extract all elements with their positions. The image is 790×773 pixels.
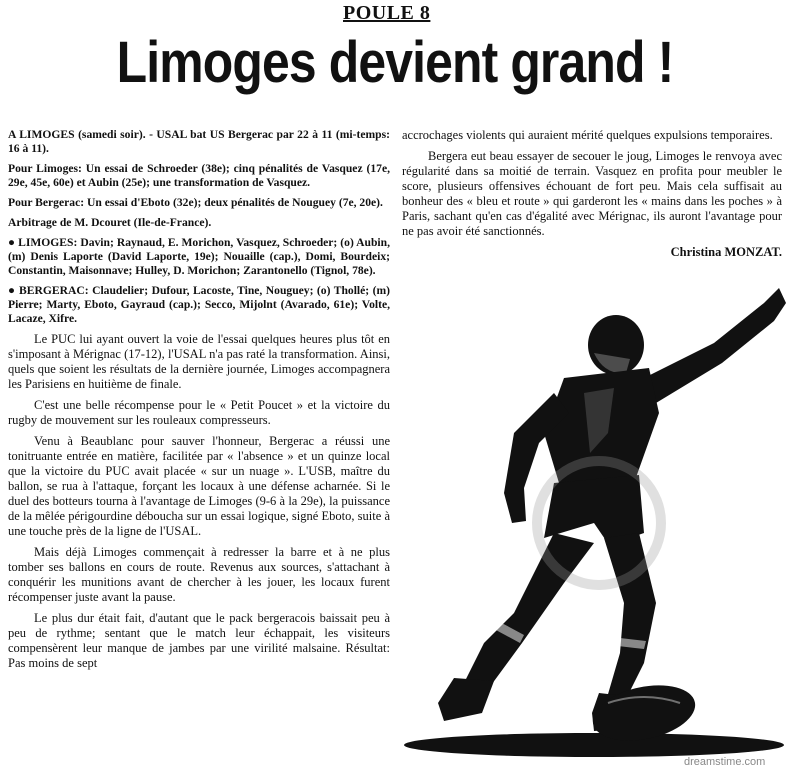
- paragraph: Le plus dur était fait, d'autant que le pack bergeracois baissait peu à peu de rythme; sentant que le match leur échappait, les visiteurs compensèrent leur manque de jambes par une virilité malsaine. Résultat: Pas moins de sept: [8, 611, 390, 670]
- author-signature: Christina MONZAT.: [670, 245, 782, 259]
- paragraph: C'est une belle récompense pour le « Petit Poucet » et la victoire du rugby de mouvement sur les rouleaux compresseurs.: [8, 398, 390, 427]
- section-heading: POULE 8: [343, 2, 431, 24]
- article-left-column: [8, 128, 390, 677]
- paragraph: Mais déjà Limoges commençait à redresser la barre et à ne plus tomber ses ballons en cours de route. Revenus aux sources, s'attachant à conquérir les munitions avant de chercher à les jouer, les locaux furent récompenser juste avant la pause.: [8, 545, 390, 604]
- paragraph: accrochages violents qui auraient mérité quelques expulsions temporaires.: [402, 128, 773, 142]
- lineup-bergerac: ● BERGERAC: Claudelier; Dufour, Lacoste, Tine, Nouguey; (o) Thollé; (m) Pierre; Marty, Eboto, Gayraud (cap.); Secco, Mijolnt (Avarado, 61e); Volte, Lacaze, Xifre.: [8, 284, 390, 325]
- score-summary: A LIMOGES (samedi soir). - USAL bat US Bergerac par 22 à 11 (mi-temps: 16 à 11).: [8, 128, 390, 155]
- rugby-player-illustration: [394, 283, 790, 768]
- headline: Limoges devient grand !: [116, 30, 674, 95]
- scorers-limoges: Pour Limoges: Un essai de Schroeder (38e); cinq pénalités de Vasquez (17e, 29e, 45e, 60e) et Aubin (25e); une transformation de Vasquez.: [8, 162, 390, 189]
- paragraph: Venu à Beaublanc pour sauver l'honneur, Bergerac a réussi une tonitruante entrée en matière, facilitée par « l'absence » et un quinze local que la victoire du PUC avait placée « sur un nuage ». L'USB, maître du ballon, se rua à l'attaque, forçant les locaux à une défense acharnée. Si le duel des botteurs tourna à l'avantage de Limoges (9-6 à la 29e), la puissance de la mêlée périgourdine déboucha sur un essai logique, signé Eboto, suite à une touche près de la ligne de l'USAL.: [8, 434, 390, 538]
- paragraph: Bergera eut beau essayer de secouer le joug, Limoges le renvoya avec régularité dans sa moitié de terrain. Vasquez en profita pour meubler le score, plusieurs offensives échouant de fort peu. Mais cela suffisait au bonheur des « bleu et route » qui garderont les « mains dans les poches » à Paris, sachant qu'en cas d'égalité avec Mérignac, ils auront l'avantage pour ne pas avoir été sanctionnés.: [402, 149, 782, 238]
- lineup-limoges: ● LIMOGES: Davin; Raynaud, E. Morichon, Vasquez, Schroeder; (o) Aubin, (m) Denis Laporte (David Laporte, 19e); Nouaille (cap.), Domi, Bourdeix; Constantin, Maisonnave; Hulley, D. Morichon; Zarantonello (Tignol, 78e).: [8, 236, 390, 277]
- referee: Arbitrage de M. Dcouret (Ile-de-France).: [8, 216, 212, 229]
- scorers-bergerac: Pour Bergerac: Un essai d'Eboto (32e); deux pénalités de Nouguey (7e, 20e).: [8, 196, 383, 209]
- paragraph: Le PUC lui ayant ouvert la voie de l'essai quelques heures plus tôt en s'imposant à Mérignac (17-12), l'USAL n'a pas raté la transformation. Ainsi, quels que soient les résultats de la dernière journée, Limoges accompagnera les Parisiens en huitième de finale.: [8, 332, 390, 391]
- rugby-player-icon: [394, 283, 790, 768]
- watermark-text: dreamstime.com: [684, 756, 766, 768]
- article-right-column: [402, 128, 782, 260]
